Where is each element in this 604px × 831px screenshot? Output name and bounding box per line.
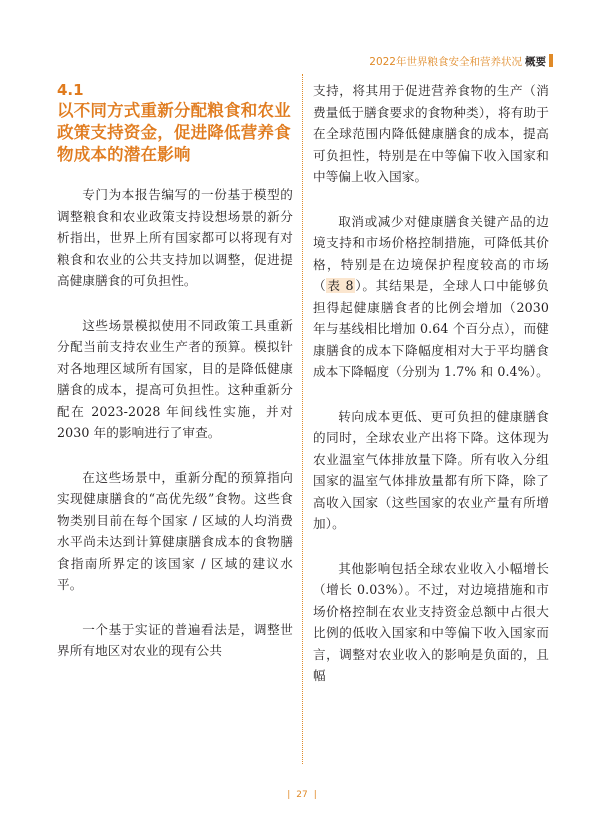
paragraph-text: 取消或减少对健康膳食关键产品的边境支持和市场价格控制措施，可降低其价格，特别是在边境保护程度较高的市场（ [313, 213, 549, 293]
page-number: 27 [296, 790, 308, 800]
section-label: 概要 [525, 56, 546, 68]
section-title: 以不同方式重新分配粮食和农业政策支持资金，促进降低营养食物成本的潜在影响 [57, 101, 291, 164]
paragraph-continued: 支持，将其用于促进营养食物的生产（消费量低于膳食要求的食物种类），将有助于在全球范围内降低健康膳食的成本，提高可负担性，特别是在中等偏下收入国家和中等偏上收入国家。 [313, 83, 549, 184]
paragraph: 其他影响包括全球农业收入小幅增长（增长 0.03%）。不过，对边境措施和市场价格控制在农业支持资金总额中占很大比例的低收入国家和中等偏下收入国家而言，调整对农业收入的影响是负面的，且幅 [313, 560, 549, 683]
footer-divider: | [313, 790, 317, 800]
paragraph: 一个基于实证的普遍看法是，调整世界所有地区对农业的现有公共 [57, 621, 293, 658]
paragraph [313, 211, 549, 383]
report-title: 2022年世界粮食安全和营养状况 [369, 56, 522, 68]
section-number: 4.1 [57, 81, 84, 99]
paragraph: 在这些场景中，重新分配的预算指向实现健康膳食的“高优先级”食物。这些食物类别目前在每个国家 / 区域的人均消费水平尚未达到计算健康膳食成本的食物膳食指南所界定的该国家 / 区域的建议水平。 [57, 469, 293, 592]
paragraph: 专门为本报告编写的一份基于模型的调整粮食和农业政策支持设想场景的新分析指出，世界上所有国家都可以将现有对粮食和农业的公共支持加以调整，促进提高健康膳食的可负担性。 [57, 187, 293, 288]
paragraph: 这些场景模拟使用不同政策工具重新分配当前支持农业生产者的预算。模拟针对各地理区域所有国家，目的是降低健康膳食的成本，提高可负担性。这种重新分配在 2023-2028 年间线性实施，并对 2030 年的影响进行了审查。 [57, 317, 293, 440]
paragraph: 转向成本更低、更可负担的健康膳食的同时，全球农业产出将下降。这体现为农业温室气体排放量下降。所有收入分组国家的温室气体排放量都有所下降，除了高收入国家（这些国家的农业产量有所增加）。 [313, 408, 549, 531]
right-column [313, 80, 549, 710]
table-8-link[interactable]: 表 8 [327, 278, 354, 293]
page-footer [0, 790, 604, 800]
header-accent-bar [549, 54, 553, 67]
footer-divider: | [287, 790, 291, 800]
paragraph-text: ）。其结果是，全球人口中能够负担得起健康膳食者的比例会增加（2030 年与基线相比增加 0.64 个百分点），而健康膳食的成本下降幅度相对大于平均膳食成本下降幅度（分别为 1.7% 和 0.4%）。 [313, 278, 549, 379]
left-column [57, 80, 293, 685]
column-divider [302, 74, 303, 764]
running-header [369, 54, 546, 69]
